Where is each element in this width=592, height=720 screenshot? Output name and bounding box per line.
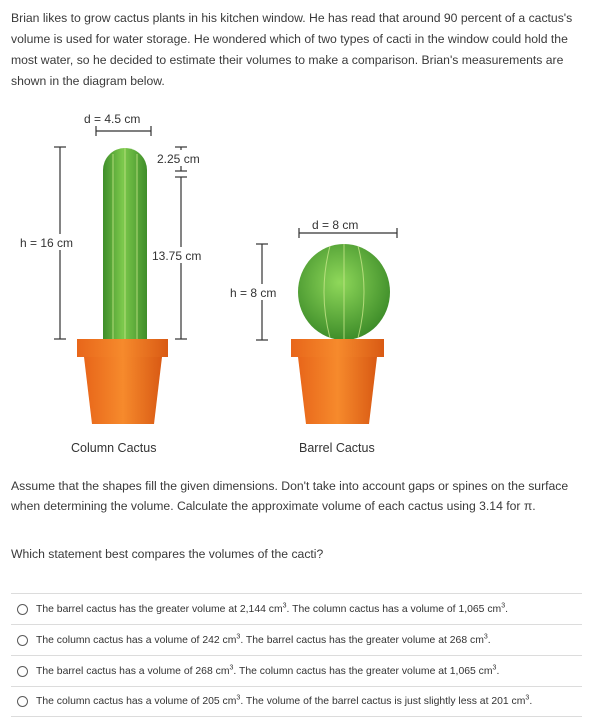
column-pot-base (84, 357, 162, 424)
barrel-caption: Barrel Cactus (299, 441, 375, 455)
radio-button[interactable] (17, 635, 28, 646)
answer-option-text: The barrel cactus has a volume of 268 $cm^3$. The column cactus has the greater volume at 1,065 $cm^3$. (36, 664, 500, 677)
barrel-pot-base (298, 357, 377, 424)
answer-option-3[interactable] (11, 655, 582, 686)
barrel-pot-rim (291, 339, 384, 357)
barrel-height-label: h = 8 cm (230, 286, 277, 300)
answer-option-1[interactable] (11, 593, 582, 624)
radio-button[interactable] (17, 666, 28, 677)
column-height-label: h = 16 cm (20, 236, 74, 250)
answer-option-text: The column cactus has a volume of 205 $cm^3$. The volume of the barrel cactus is just slightly less at 201 $cm^3$. (36, 694, 533, 707)
answer-option-text: The barrel cactus has the greater volume at 2,144 $cm^3$. The column cactus has a volume of 1,065 $cm^3$. (36, 602, 508, 615)
column-caption: Column Cactus (71, 441, 157, 455)
radio-button[interactable] (17, 696, 28, 707)
answer-option-4[interactable] (11, 686, 582, 717)
column-cylinder-label: 13.75 cm (152, 249, 202, 263)
question-text: Which statement best compares the volumes of the cacti? (11, 547, 324, 561)
column-diameter-label: d = 4.5 cm (84, 112, 141, 126)
cactus-diagram (0, 104, 592, 464)
column-pot-rim (77, 339, 168, 357)
assumption-paragraph: Assume that the shapes fill the given dimensions. Don't take into account gaps or spines on the surface when determining the volume. Calculate the approximate volume of each cactus using 3.14 for π. (11, 479, 569, 513)
barrel-diameter-label: d = 8 cm (312, 218, 359, 232)
radio-button[interactable] (17, 604, 28, 615)
answer-option-text: The column cactus has a volume of 242 $cm^3$. The barrel cactus has the greater volume at 268 $cm^3$. (36, 633, 491, 646)
answer-options (11, 593, 582, 717)
cactus-diagram-svg (0, 104, 592, 464)
column-dome-label: 2.25 cm (157, 152, 200, 166)
answer-option-2[interactable] (11, 624, 582, 655)
intro-paragraph: Brian likes to grow cactus plants in his kitchen window. He has read that around 90 percent of a cactus's volume is used for water storage. He wondered which of two types of cacti in the window could hold the most water, so he decided to estimate their volumes to make a comparison. Brian's measurements are shown in the diagram below. (11, 11, 573, 88)
